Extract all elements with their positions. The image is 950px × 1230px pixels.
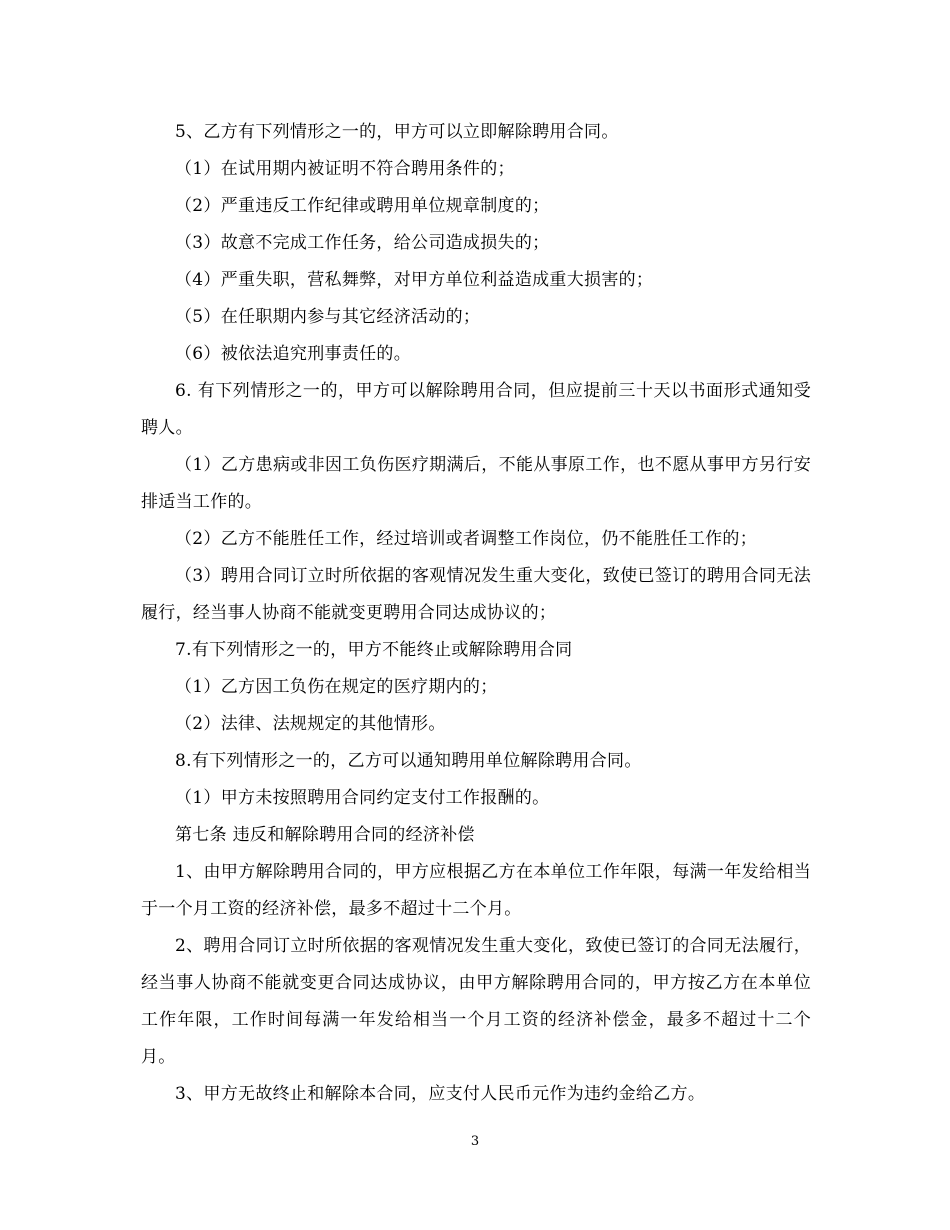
document-body <box>141 114 811 1113</box>
paragraph-clause-6-item-1: （1）乙方患病或非因工负伤医疗期满后，不能从事原工作，也不愿从事甲方另行安排适当工作的。 <box>141 455 811 512</box>
paragraph-clause-7: 7.有下列情形之一的，甲方不能终止或解除聘用合同 <box>175 640 573 660</box>
paragraph-clause-7-item-1: （1）乙方因工负伤在规定的医疗期内的； <box>175 677 498 697</box>
paragraph-article-7-item-1: 1、由甲方解除聘用合同的，甲方应根据乙方在本单位工作年限，每满一年发给相当于一个月工资的经济补偿，最多不超过十二个月。 <box>141 862 811 919</box>
paragraph-article-7-item-3: 3、甲方无故终止和解除本合同，应支付人民币元作为违约金给乙方。 <box>175 1084 706 1104</box>
paragraph-clause-7-item-2: （2）法律、法规规定的其他情形。 <box>175 714 446 734</box>
paragraph-clause-8: 8.有下列情形之一的，乙方可以通知聘用单位解除聘用合同。 <box>175 751 642 771</box>
paragraph-article-7-item-2: 2、聘用合同订立时所依据的客观情况发生重大变化，致使已签订的合同无法履行，经当事人协商不能就变更合同达成协议，由甲方解除聘用合同的，甲方按乙方在本单位工作年限，工作时间每满一年发给相当一个月工资的经济补偿金，最多不超过十二个月。 <box>141 936 811 1067</box>
paragraph-clause-5-item-4: （4）严重失职，营私舞弊，对甲方单位利益造成重大损害的； <box>175 270 654 290</box>
paragraph-clause-6-item-2: （2）乙方不能胜任工作，经过培训或者调整工作岗位，仍不能胜任工作的； <box>175 529 758 549</box>
paragraph-clause-6: 6. 有下列情形之一的，甲方可以解除聘用合同，但应提前三十天以书面形式通知受聘人。 <box>141 381 811 438</box>
paragraph-clause-5: 5、乙方有下列情形之一的，甲方可以立即解除聘用合同。 <box>175 122 619 142</box>
paragraph-clause-8-item-1: （1）甲方未按照聘用合同约定支付工作报酬的。 <box>175 788 550 808</box>
paragraph-clause-6-item-3: （3）聘用合同订立时所依据的客观情况发生重大变化，致使已签订的聘用合同无法履行，经当事人协商不能就变更聘用合同达成协议的； <box>141 566 811 623</box>
paragraph-clause-5-item-6: （6）被依法追究刑事责任的。 <box>175 344 412 364</box>
paragraph-clause-5-item-5: （5）在任职期内参与其它经济活动的； <box>175 307 481 327</box>
page-number: 3 <box>470 1134 480 1149</box>
paragraph-clause-5-item-3: （3）故意不完成工作任务，给公司造成损失的； <box>175 233 550 253</box>
section-heading-article-7: 第七条 违反和解除聘用合同的经济补偿 <box>175 825 475 845</box>
paragraph-clause-5-item-1: （1）在试用期内被证明不符合聘用条件的； <box>175 159 515 179</box>
paragraph-clause-5-item-2: （2）严重违反工作纪律或聘用单位规章制度的； <box>175 196 550 216</box>
